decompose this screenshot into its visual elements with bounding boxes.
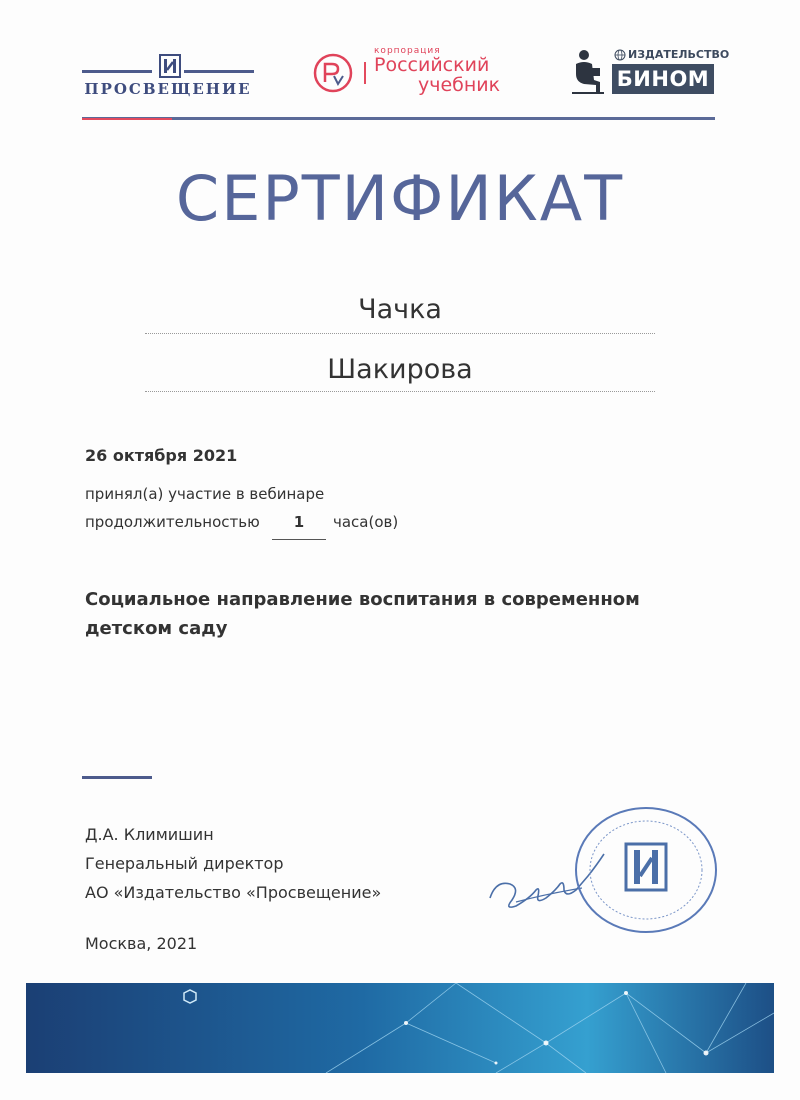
signer-position: Генеральный директор	[85, 854, 284, 873]
official-stamp	[562, 800, 722, 940]
duration-unit: часа(ов)	[333, 513, 399, 531]
prosveshchenie-emblem-icon	[159, 54, 181, 78]
ru-circle-icon	[312, 52, 354, 94]
globe-icon	[614, 49, 626, 61]
logo-separator	[364, 62, 366, 84]
city-year: Москва, 2021	[85, 934, 198, 953]
participation-text: принял(а) участие в вебинаре	[85, 485, 325, 503]
name-dotted-line	[145, 333, 655, 334]
signer-name: Д.А. Климишин	[85, 825, 214, 844]
duration-label: продолжительностью	[85, 513, 260, 531]
logo-line-1: Российский	[374, 54, 490, 76]
event-date: 26 октября 2021	[85, 446, 238, 465]
russian-textbook-logo	[312, 46, 522, 102]
logo-corporation-text: корпорация	[374, 46, 441, 56]
footer-banner	[26, 983, 774, 1073]
binom-logo	[570, 46, 730, 98]
name-dotted-line	[145, 391, 655, 392]
recipient-last-name: Шакирова	[327, 354, 473, 385]
duration-underline	[272, 539, 326, 540]
signature-divider	[82, 776, 152, 779]
prosveshchenie-logo-text: ПРОСВЕЩЕНИЕ	[84, 80, 252, 98]
logo-line-2: учебник	[418, 74, 501, 96]
logo-bar	[184, 70, 254, 73]
webinar-title-line-1: Социальное направление воспитания в современном	[85, 589, 640, 610]
header-divider	[82, 117, 715, 120]
header-divider-accent	[82, 118, 172, 120]
binom-name-box: БИНОМ	[612, 64, 714, 94]
logo-bar	[82, 70, 152, 73]
duration-value: 1	[293, 513, 305, 531]
signer-block	[85, 820, 381, 907]
reader-silhouette-icon	[570, 48, 606, 96]
webinar-title	[85, 585, 725, 643]
prosveshchenie-logo	[82, 48, 254, 118]
binom-publisher-text: ИЗДАТЕЛЬСТВО	[628, 48, 730, 61]
signer-organization: АО «Издательство «Просвещение»	[85, 883, 382, 902]
certificate-title: СЕРТИФИКАТ	[175, 162, 625, 235]
webinar-title-line-2: детском саду	[85, 618, 228, 639]
recipient-first-name: Чачка	[358, 294, 442, 325]
